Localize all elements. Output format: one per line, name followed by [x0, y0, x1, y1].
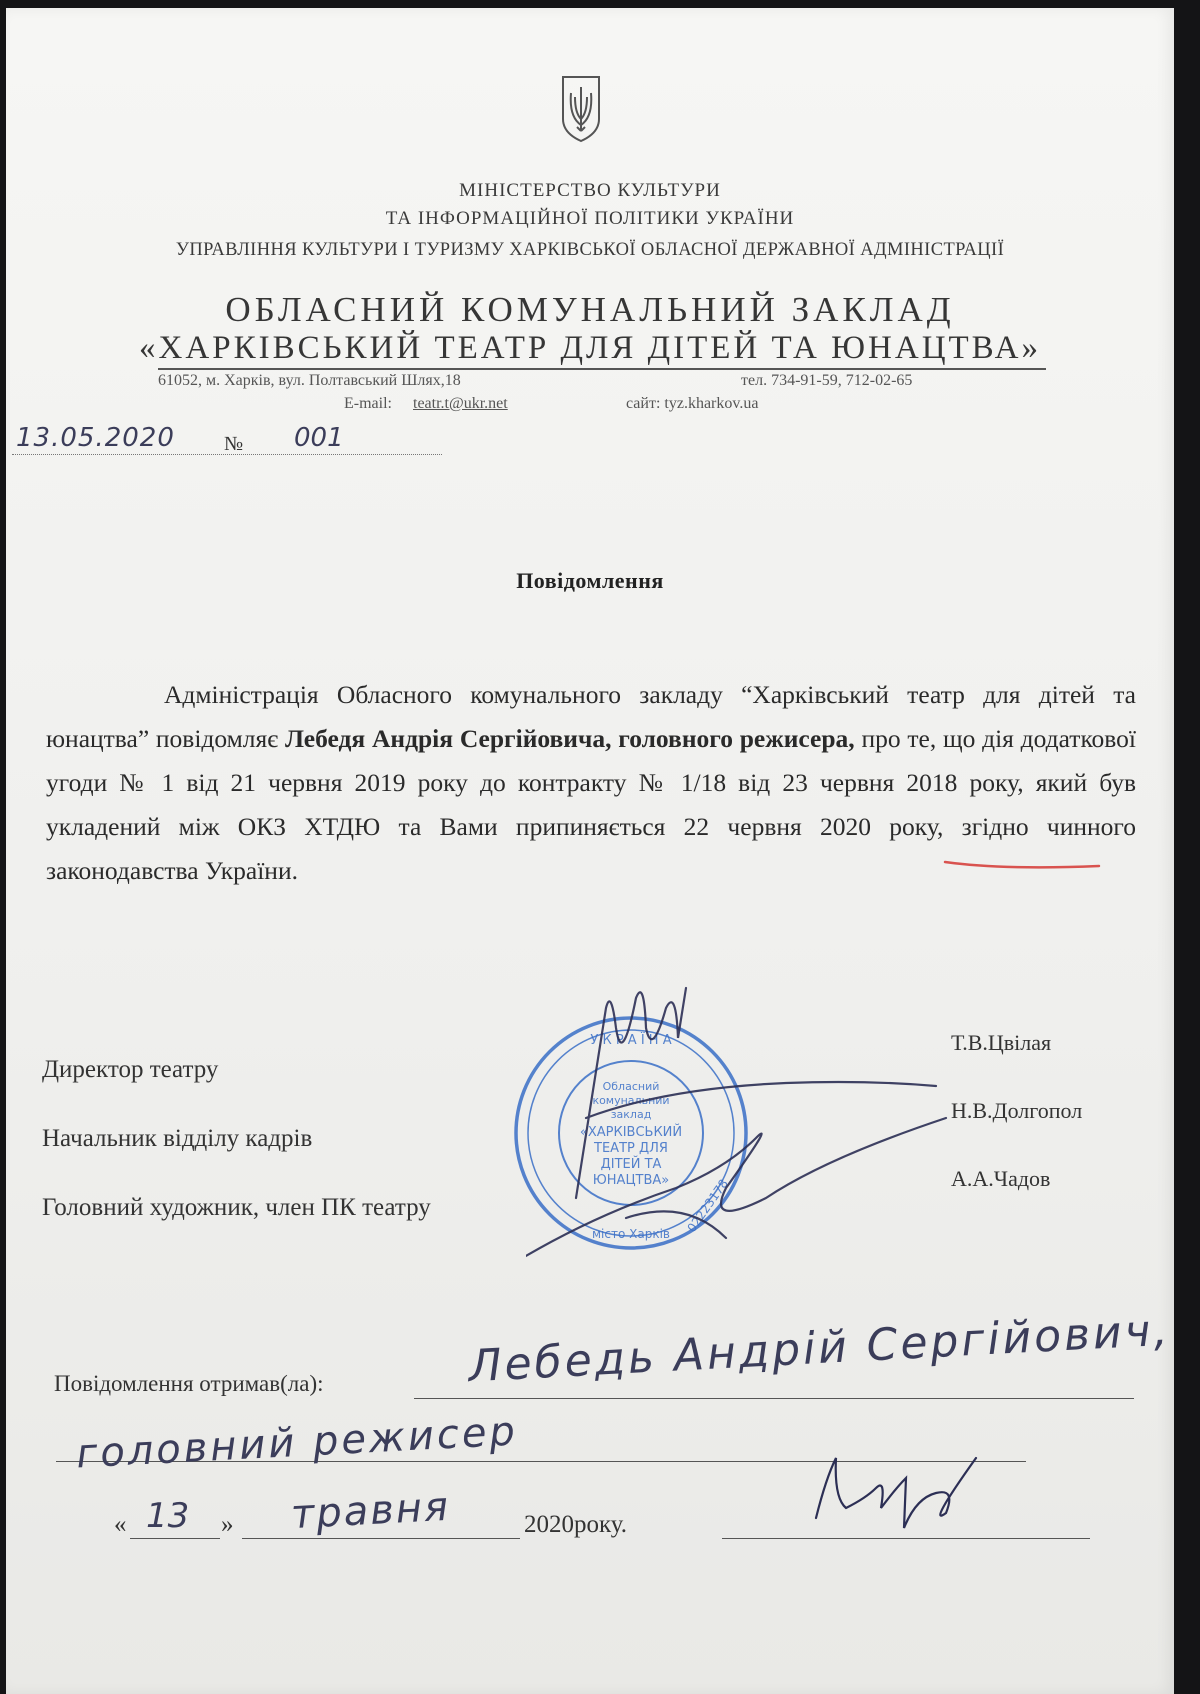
receipt-name-line	[414, 1398, 1134, 1399]
registration-number-label: №	[224, 433, 244, 455]
registration-date: 13.05.2020	[16, 423, 175, 453]
ministry-line-1: МІНІСТЕРСТВО КУЛЬТУРИ	[459, 180, 721, 201]
body-text-2: про те, що дія додаткової угоди № 1 від 21 червня 2019 року до контракту № 1/18 від 23 червня 2018 року, який був укладений між ОКЗ ХТДЮ та Вами припиняється 22 червня 2020 року, згідно чинного законодавства України.	[46, 724, 1136, 885]
website: сайт: tyz.kharkov.ua	[626, 395, 759, 412]
date-year: 2020року.	[524, 1511, 628, 1538]
document-page	[6, 8, 1174, 1694]
department-line: УПРАВЛІННЯ КУЛЬТУРИ І ТУРИЗМУ ХАРКІВСЬКОЇ ОБЛАСНОЇ ДЕРЖАВНОЇ АДМІНІСТРАЦІЇ	[175, 240, 1005, 260]
signatory-name-director: Т.В.Цвілая	[951, 1030, 1052, 1055]
registration-number: 001	[294, 423, 344, 453]
date-day-line	[130, 1538, 220, 1539]
svg-text:місто Харків: місто Харків	[592, 1227, 670, 1241]
ministry-line-2: ТА ІНФОРМАЦІЙНОЇ ПОЛІТИКИ УКРАЇНИ	[385, 208, 795, 229]
recipient-signature-line	[722, 1538, 1090, 1539]
signatory-name-hr-head: Н.В.Долгопол	[951, 1098, 1083, 1123]
trident-emblem-icon	[559, 73, 603, 145]
header-divider	[158, 368, 1046, 370]
document-title: Повідомлення	[516, 568, 664, 593]
date-quote-close: »	[221, 1511, 234, 1538]
svg-text:ЮНАЦТВА»: ЮНАЦТВА»	[592, 1173, 670, 1188]
receipt-name-handwritten: Лебедь Андрій Сергійович,	[467, 1304, 1172, 1393]
svg-text:У К Р А Ї Н А: У К Р А Ї Н А	[590, 1033, 672, 1048]
svg-text:ДІТЕЙ ТА: ДІТЕЙ ТА	[600, 1157, 662, 1172]
date-day-handwritten: 13	[146, 1496, 190, 1536]
svg-text:«ХАРКІВСЬКИЙ: «ХАРКІВСЬКИЙ	[579, 1125, 683, 1140]
signatory-role-chief-artist: Головний художник, член ПК театру	[42, 1194, 431, 1221]
svg-text:02223178: 02223178	[684, 1176, 731, 1235]
receipt-position-handwritten: головний режисер	[75, 1408, 519, 1478]
svg-text:комунальний: комунальний	[592, 1094, 670, 1107]
red-underline-mark	[943, 858, 1103, 872]
svg-text:Обласний: Обласний	[602, 1080, 660, 1093]
organization-line-1: ОБЛАСНИЙ КОМУНАЛЬНИЙ ЗАКЛАД	[225, 290, 955, 329]
email-link[interactable]: teatr.t@ukr.net	[413, 395, 508, 412]
body-text-1: Адміністрація Обласного комунального закладу “Харківський театр для дітей та юнацтва” повідомляє	[46, 680, 1136, 753]
email-label: E-mail:	[344, 395, 392, 412]
signatory-role-hr-head: Начальник відділу кадрів	[42, 1125, 313, 1152]
signatory-role-director: Директор театру	[42, 1056, 219, 1083]
phone-numbers: тел. 734-91-59, 712-02-65	[741, 372, 913, 389]
date-quote-open: «	[114, 1511, 127, 1538]
date-month-handwritten: травня	[289, 1483, 452, 1539]
signatory-name-chief-artist: А.А.Чадов	[951, 1166, 1051, 1191]
receipt-label: Повідомлення отримав(ла):	[54, 1371, 324, 1396]
body-bold-name: Лебедя Андрія Сергійовича, головного режисера,	[284, 724, 855, 753]
director-signatures	[526, 968, 1126, 1288]
recipient-signature	[806, 1438, 986, 1538]
organization-line-2: «ХАРКІВСЬКИЙ ТЕАТР ДЛЯ ДІТЕЙ ТА ЮНАЦТВА»	[139, 330, 1041, 366]
postal-address: 61052, м. Харків, вул. Полтавський Шлях,18	[158, 372, 461, 389]
date-month-line	[242, 1538, 520, 1539]
registration-line	[12, 454, 442, 455]
svg-text:заклад: заклад	[610, 1108, 652, 1121]
svg-text:ТЕАТР ДЛЯ: ТЕАТР ДЛЯ	[594, 1141, 668, 1156]
